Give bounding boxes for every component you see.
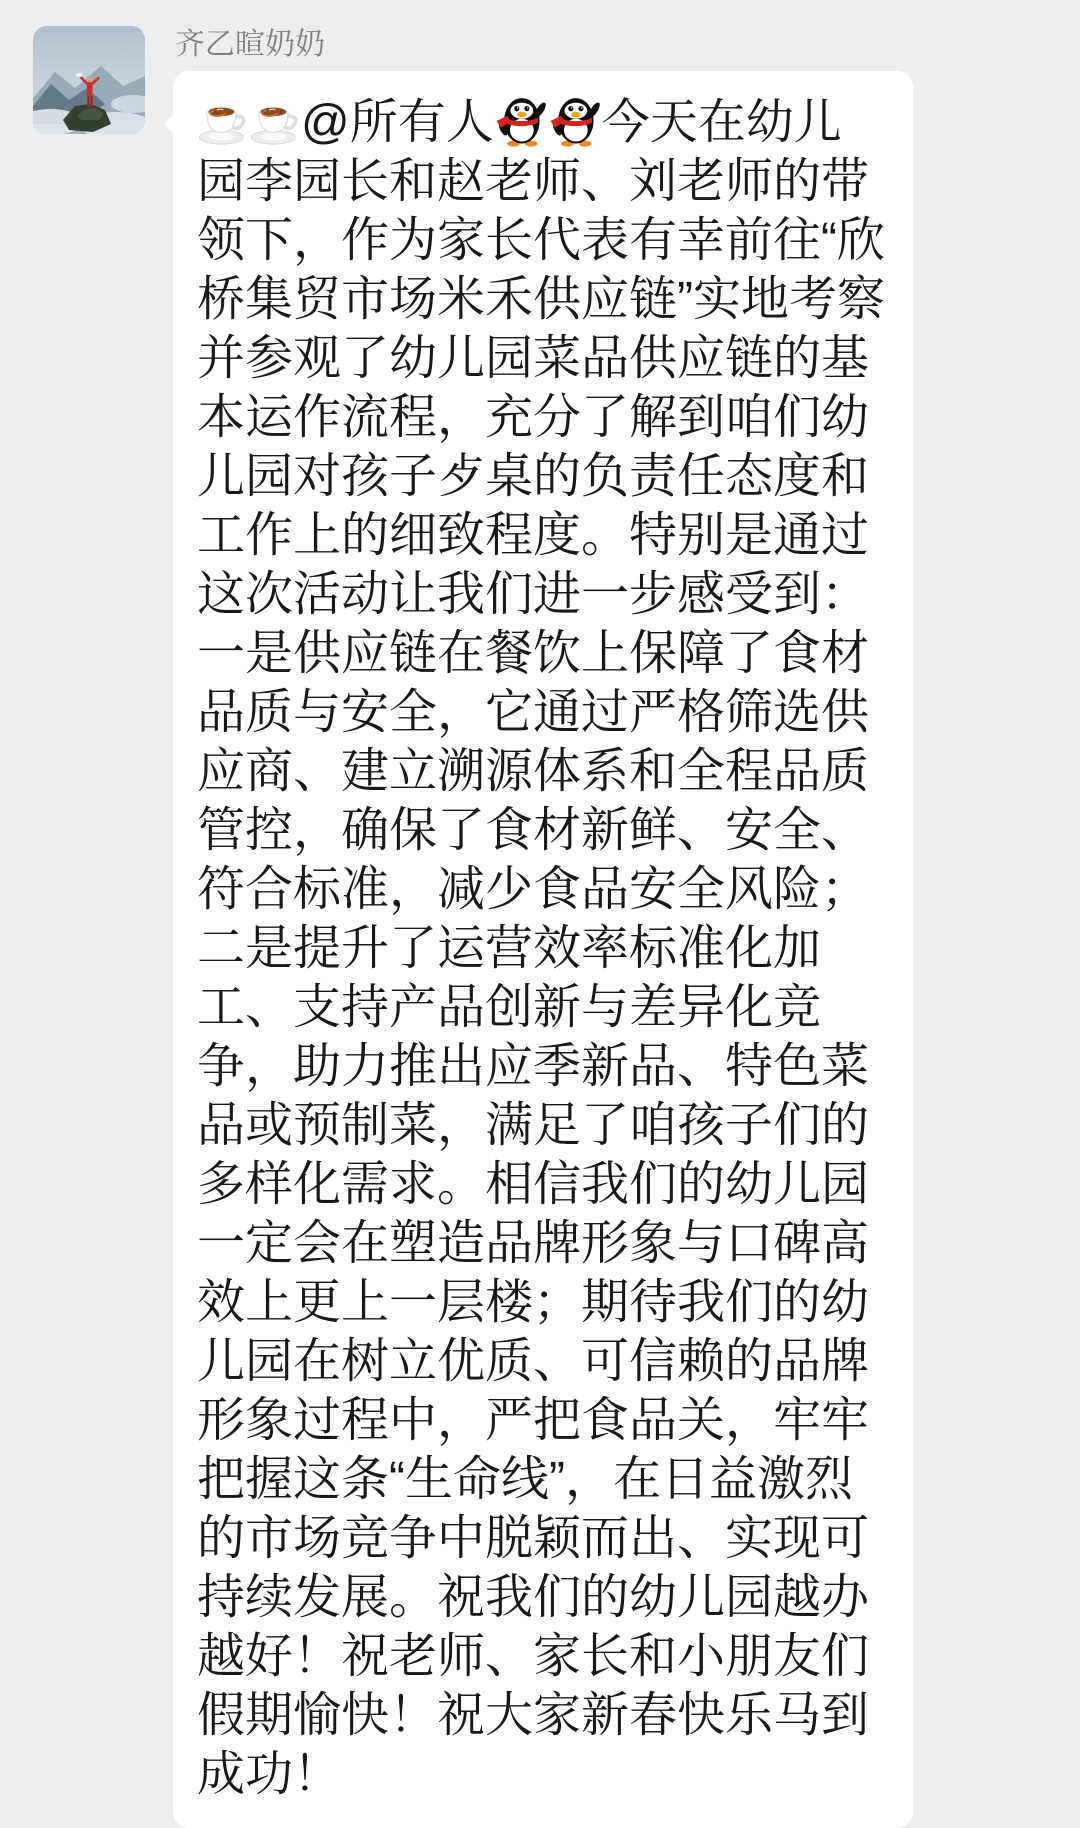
message-bubble[interactable] xyxy=(173,71,913,1828)
sender-name: 齐乙暄奶奶 xyxy=(175,28,325,61)
coffee-emoji xyxy=(197,95,249,147)
message-text xyxy=(197,93,889,1804)
message-text-segment: 今天在幼儿园李园长和赵老师、刘老师的带领下，作为家长代表有幸前往“欣桥集贸市场米禾供应链”实地考察并参观了幼儿园菜品供应链的基本运作流程，充分了解到咱们幼儿园对孩子歺桌的负责任态度和工作上的细致程度。特别是通过这次活动让我们进一步感受到：一是供应链在餐饮上保障了食材品质与安全，它通过严格筛选供应商、建立溯源体系和全程品质管控，确保了食材新鲜、安全、符合标准，减少食品安全风险；二是提升了运营效率标准化加工、支持产品创新与差异化竞争，助力推出应季新品、特色菜品或预制菜，满足了咱孩子们的多样化需求。相信我们的幼儿园一定会在塑造品牌形象与口碑高效上更上一层楼；期待我们的幼儿园在树立优质、可信赖的品牌形象过程中，严把食品关，牢牢把握这条“生命线”，在日益激烈的市场竞争中脱颖而出、实现可持续发展。祝我们的幼儿园越办越好！祝老师、家长和小朋友们假期愉快！祝大家新春快乐马到成功！ xyxy=(197,96,885,1801)
message-text-segment: @所有人 xyxy=(301,96,494,149)
coffee-emoji xyxy=(249,95,301,147)
bubble-tail xyxy=(164,113,175,135)
sender-avatar[interactable] xyxy=(33,26,145,134)
avatar-image xyxy=(33,26,145,134)
qq-penguin-emoji xyxy=(548,93,602,147)
qq-penguin-emoji xyxy=(494,93,548,147)
